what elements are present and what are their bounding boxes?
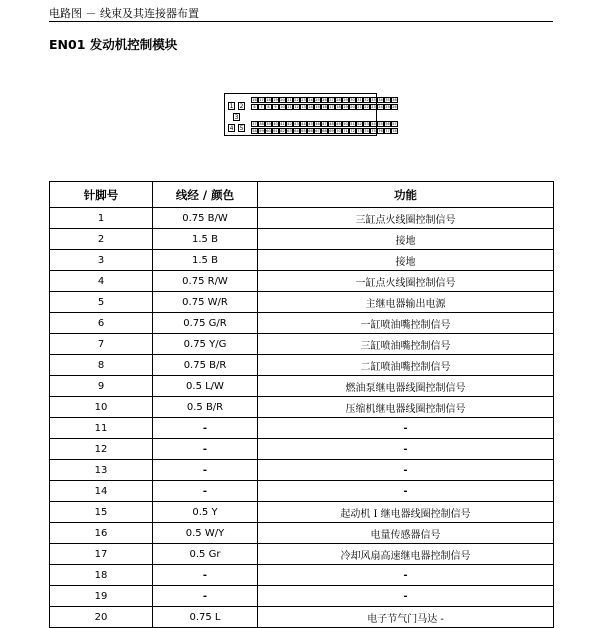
connector-pin: 11: [287, 105, 292, 109]
connector-pin: 77: [385, 129, 390, 133]
wire-cell: 0.75 G/R: [153, 313, 258, 334]
connector-pin: 49: [336, 122, 341, 126]
connector-pin: 35: [385, 98, 390, 102]
connector-pin: 47: [322, 122, 327, 126]
connector-pin: 43: [294, 122, 299, 126]
connector-pin: 22: [364, 105, 369, 109]
pin-number-cell: 2: [50, 229, 153, 250]
connector-pin: 16: [252, 98, 257, 102]
function-cell: -: [258, 460, 554, 481]
wire-cell: 0.75 R/W: [153, 271, 258, 292]
wire-cell: 0.5 W/Y: [153, 523, 258, 544]
connector-pin: 29: [343, 98, 348, 102]
connector-pin: 33: [371, 98, 376, 102]
table-row: [50, 523, 554, 544]
pin-number-cell: 11: [50, 418, 153, 439]
pin-number-cell: 10: [50, 397, 153, 418]
connector-pin: 38: [259, 122, 264, 126]
pin-number-cell: 18: [50, 565, 153, 586]
connector-pin: 20: [280, 98, 285, 102]
connector-pin: 78: [392, 129, 397, 133]
pin-number-cell: 13: [50, 460, 153, 481]
function-cell: 二缸喷油嘴控制信号: [258, 355, 554, 376]
connector-pin: 64: [294, 129, 299, 133]
connector-pin: 57: [392, 122, 397, 126]
connector-pin: 60: [266, 129, 271, 133]
connector-pin: 56: [385, 122, 390, 126]
connector-pin: 27: [329, 98, 334, 102]
pin-number-cell: 9: [50, 376, 153, 397]
pin-number-cell: 12: [50, 439, 153, 460]
connector-pin: 21: [287, 98, 292, 102]
connector-pin: 37: [252, 122, 257, 126]
connector-pin: 26: [322, 98, 327, 102]
connector-pin: 7: [258, 104, 265, 110]
connector-pin: 31: [357, 98, 362, 102]
connector-pin: 61: [273, 129, 278, 133]
pin-number-cell: 7: [50, 334, 153, 355]
pin-number-cell: 14: [50, 481, 153, 502]
connector-pin-row-lower-a: [251, 121, 398, 127]
connector-pin: 44: [301, 122, 306, 126]
connector-pin: 46: [315, 122, 320, 126]
table-row: [50, 292, 554, 313]
table-row: [50, 418, 554, 439]
header-divider: [49, 21, 553, 22]
connector-pin: 24: [378, 105, 383, 109]
function-cell: 接地: [258, 229, 554, 250]
wire-cell: 1.5 B: [153, 229, 258, 250]
connector-pin: 73: [357, 129, 362, 133]
wire-cell: 0.5 B/R: [153, 397, 258, 418]
table-row: [50, 460, 554, 481]
wire-cell: -: [153, 460, 258, 481]
connector-pin-label-2: 2: [239, 103, 244, 110]
connector-pin: 28: [336, 98, 341, 102]
header-pin: 针脚号: [50, 182, 153, 208]
connector-pin: 74: [364, 129, 369, 133]
pin-number-cell: 1: [50, 208, 153, 229]
connector-pin: 40: [273, 122, 278, 126]
connector-pin: 70: [336, 129, 341, 133]
table-row: [50, 334, 554, 355]
function-cell: -: [258, 565, 554, 586]
connector-pin: 36: [392, 98, 397, 102]
table-row: [50, 397, 554, 418]
wire-cell: -: [153, 418, 258, 439]
table-row: [50, 355, 554, 376]
pin-number-cell: 20: [50, 607, 153, 628]
function-cell: 一缸喷油嘴控制信号: [258, 313, 554, 334]
table-row: [50, 250, 554, 271]
connector-pin: 39: [266, 122, 271, 126]
connector-pin: 67: [315, 129, 320, 133]
connector-pin-row-lower-b: [251, 128, 398, 134]
connector-pin: 19: [273, 98, 278, 102]
connector-pin: 34: [378, 98, 383, 102]
connector-pin: 16: [322, 105, 327, 109]
connector-pin: 18: [266, 98, 271, 102]
connector-pin: 26: [392, 105, 397, 109]
connector-pin-label-3: 3: [234, 114, 239, 121]
connector-pin: 23: [371, 105, 376, 109]
wire-cell: -: [153, 565, 258, 586]
connector-pin-label-4: 4: [229, 125, 234, 132]
wire-cell: 0.75 B/R: [153, 355, 258, 376]
table-row: [50, 502, 554, 523]
table-row: [50, 208, 554, 229]
function-cell: -: [258, 418, 554, 439]
header-function: 功能: [258, 182, 554, 208]
wire-cell: -: [153, 481, 258, 502]
connector-pin: 9: [272, 104, 279, 110]
connector-pin: 25: [385, 105, 390, 109]
connector-pin: 69: [329, 129, 334, 133]
connector-pin: 17: [259, 98, 264, 102]
table-row: [50, 481, 554, 502]
table-row: [50, 544, 554, 565]
page-header: 电路图 － 线束及其连接器布置: [49, 7, 199, 20]
connector-pin: 58: [252, 129, 257, 133]
pin-number-cell: 19: [50, 586, 153, 607]
connector-pin: 42: [287, 122, 292, 126]
connector-pin: 12: [294, 105, 299, 109]
connector-pin: 6: [251, 104, 258, 110]
function-cell: 三缸喷油嘴控制信号: [258, 334, 554, 355]
table-row: [50, 586, 554, 607]
function-cell: -: [258, 481, 554, 502]
connector-pin: 45: [308, 122, 313, 126]
wire-cell: -: [153, 439, 258, 460]
function-cell: 起动机 I 继电器线圈控制信号: [258, 502, 554, 523]
connector-pin: 51: [350, 122, 355, 126]
table-header-row: [50, 182, 554, 208]
connector-pin: 54: [371, 122, 376, 126]
connector-pin: 19: [343, 105, 348, 109]
wire-cell: 0.5 L/W: [153, 376, 258, 397]
connector-pin: 48: [329, 122, 334, 126]
wire-cell: 0.75 B/W: [153, 208, 258, 229]
wire-cell: 0.75 Y/G: [153, 334, 258, 355]
connector-pin: 18: [336, 105, 341, 109]
connector-pin: 23: [301, 98, 306, 102]
connector-pin: 14: [308, 105, 313, 109]
pin-number-cell: 6: [50, 313, 153, 334]
function-cell: 燃油泵继电器线圈控制信号: [258, 376, 554, 397]
wire-cell: -: [153, 586, 258, 607]
connector-pin: 30: [350, 98, 355, 102]
table-row: [50, 271, 554, 292]
connector-pin: 13: [301, 105, 306, 109]
connector-pin: 55: [378, 122, 383, 126]
page-title: EN01 发动机控制模块: [49, 37, 178, 52]
connector-pin: 75: [371, 129, 376, 133]
connector-pin: 71: [343, 129, 348, 133]
connector-pin-label-5: 5: [239, 125, 244, 132]
connector-pin-label-1: 1: [229, 103, 234, 110]
pin-table: [49, 181, 554, 628]
pin-number-cell: 5: [50, 292, 153, 313]
header-wire: 线经 / 颜色: [153, 182, 258, 208]
connector-pin: 22: [294, 98, 299, 102]
wire-cell: 0.5 Gr: [153, 544, 258, 565]
pin-number-cell: 16: [50, 523, 153, 544]
table-row: [50, 607, 554, 628]
connector-pin-row-upper-a: [251, 97, 398, 103]
connector-pin-row-upper-b: [251, 104, 398, 110]
pin-number-cell: 17: [50, 544, 153, 565]
connector-pin: 20: [350, 105, 355, 109]
function-cell: 一缸点火线圈控制信号: [258, 271, 554, 292]
connector-pin: 53: [364, 122, 369, 126]
function-cell: 电子节气门马达 -: [258, 607, 554, 628]
function-cell: 三缸点火线圈控制信号: [258, 208, 554, 229]
connector-pin: 17: [329, 105, 334, 109]
connector-pin: 65: [301, 129, 306, 133]
connector-diagram: [224, 93, 397, 136]
function-cell: -: [258, 439, 554, 460]
pin-number-cell: 4: [50, 271, 153, 292]
connector-pin: 63: [287, 129, 292, 133]
connector-pin: 25: [315, 98, 320, 102]
connector-pin: 72: [350, 129, 355, 133]
connector-pin: 21: [357, 105, 362, 109]
connector-pin: 62: [280, 129, 285, 133]
table-row: [50, 229, 554, 250]
connector-pin: 8: [265, 104, 272, 110]
function-cell: -: [258, 586, 554, 607]
pin-number-cell: 15: [50, 502, 153, 523]
table-row: [50, 439, 554, 460]
connector-pin: 24: [308, 98, 313, 102]
function-cell: 接地: [258, 250, 554, 271]
wire-cell: 1.5 B: [153, 250, 258, 271]
connector-pin: 10: [280, 105, 285, 109]
connector-pin: 50: [343, 122, 348, 126]
pin-number-cell: 3: [50, 250, 153, 271]
connector-pin: 68: [322, 129, 327, 133]
connector-pin: 59: [259, 129, 264, 133]
function-cell: 压缩机继电器线圈控制信号: [258, 397, 554, 418]
wire-cell: 0.75 W/R: [153, 292, 258, 313]
function-cell: 主继电器输出电源: [258, 292, 554, 313]
table-row: [50, 313, 554, 334]
wire-cell: 0.75 L: [153, 607, 258, 628]
connector-pin: 15: [315, 105, 320, 109]
pin-number-cell: 8: [50, 355, 153, 376]
connector-pin: 32: [364, 98, 369, 102]
function-cell: 电量传感器信号: [258, 523, 554, 544]
connector-pin: 76: [378, 129, 383, 133]
connector-pin: 66: [308, 129, 313, 133]
table-row: [50, 376, 554, 397]
connector-pin: 41: [280, 122, 285, 126]
function-cell: 冷却风扇高速继电器控制信号: [258, 544, 554, 565]
connector-pin: 52: [357, 122, 362, 126]
wire-cell: 0.5 Y: [153, 502, 258, 523]
table-row: [50, 565, 554, 586]
